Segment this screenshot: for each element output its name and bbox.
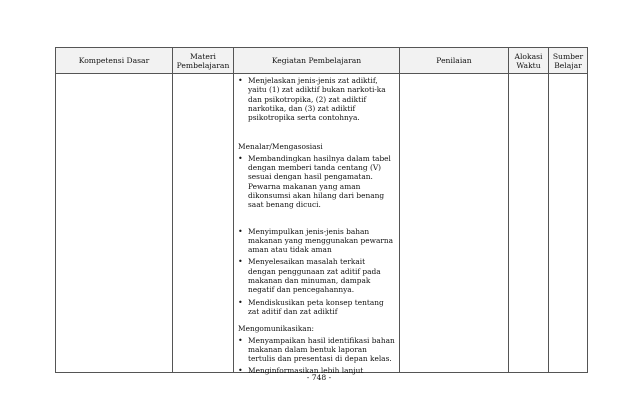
mengomunikasikan-heading: Mengomunikasikan: <box>238 324 314 334</box>
page-number: - 748 - <box>306 373 332 382</box>
cell-materi-pembelajaran <box>173 74 234 373</box>
cell-sumber-belajar <box>549 74 588 373</box>
list-item: • Membandingkan hasilnya dalam tabel dengan memberi tanda centang (V) sesuai dengan hasil pengamatan. Pewarna makanan yang aman dikonsumsi akan hilang dari benang saat benang dicuci. <box>238 154 395 210</box>
list-item: • Menyampaikan hasil identifikasi bahan makanan dalam bentuk laporan tertulis dan presentasi di depan kelas. <box>238 336 395 364</box>
kegiatan-content <box>238 76 395 376</box>
mengomunikasikan-list <box>238 336 395 376</box>
cell-kegiatan-pembelajaran <box>234 74 400 376</box>
header-materi-pembelajaran: Materi Pembelajaran <box>173 48 234 74</box>
table-header-row <box>56 48 588 74</box>
cell-alokasi-waktu <box>509 74 549 373</box>
header-kegiatan-pembelajaran: Kegiatan Pembelajaran <box>234 48 400 74</box>
list-item: • Mendiskusikan peta konsep tentang zat aditif dan zat adiktif <box>238 298 395 317</box>
header-kompetensi-dasar: Kompetensi Dasar <box>56 48 173 74</box>
cell-kompetensi-dasar <box>56 74 173 373</box>
menalar-list <box>238 154 395 210</box>
header-sumber-belajar: Sumber Belajar <box>549 48 588 74</box>
table-row <box>56 74 588 373</box>
menalar-list-continued <box>238 227 395 317</box>
list-item: • Menjelaskan jenis-jenis zat adiktif, yaitu (1) zat adiktif bukan narkoti-ka dan psikotropika, (2) zat adiktif narkotika, dan (3) zat adiktif psikotropika serta contohnya. <box>238 76 395 122</box>
header-alokasi-waktu: Alokasi Waktu <box>509 48 549 74</box>
cell-penilaian <box>400 74 509 373</box>
syllabus-table <box>55 47 588 376</box>
kegiatan-top-list <box>238 76 395 122</box>
list-item: • Menyimpulkan jenis-jenis bahan makanan yang menggunakan pewarna aman atau tidak aman <box>238 227 395 255</box>
header-penilaian: Penilaian <box>400 48 509 74</box>
menalar-heading: Menalar/Mengasosiasi <box>238 142 323 152</box>
list-item: • Menginformasikan lebih lanjut <box>238 366 395 375</box>
list-item: • Menyelesaikan masalah terkait dengan penggunaan zat aditif pada makanan dan minuman, dampak negatif dan pencegahannya. <box>238 257 395 294</box>
